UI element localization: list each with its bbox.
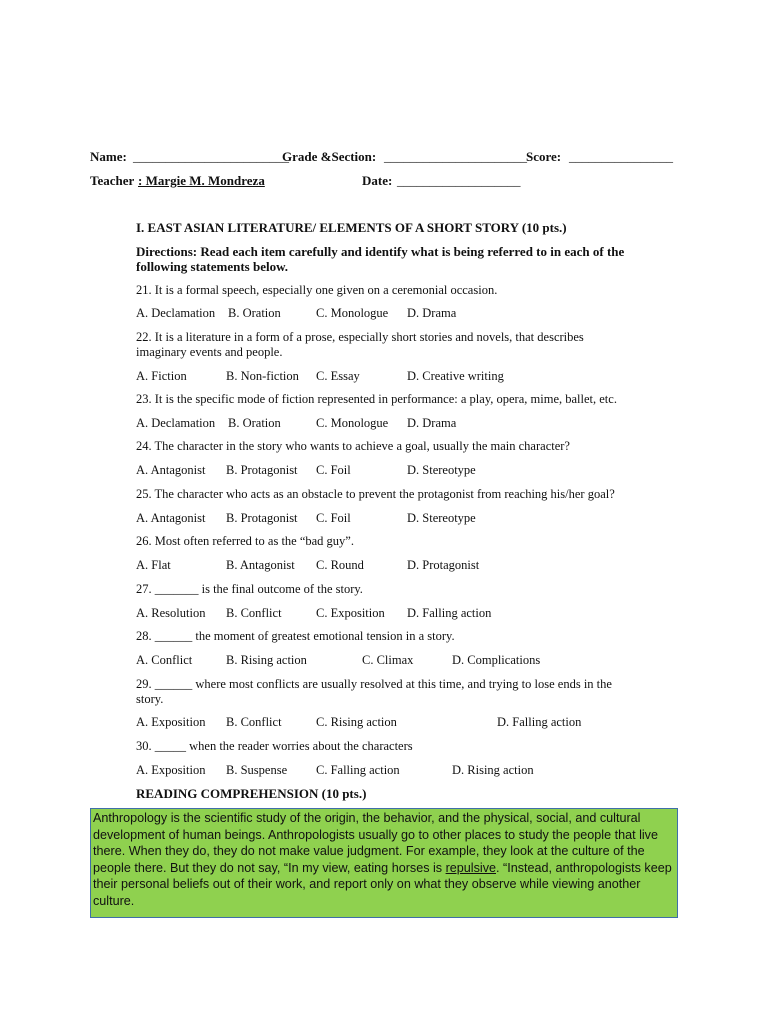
option-28-b[interactable]: B. Rising action [226, 653, 307, 667]
passage-text: Anthropology is the scientific study of the origin, the behavior, and the physical, social, and cultural development of human beings. Anthropologists usually go to other places to study the people that live there. When they do, they do not make value judgment. For example, they look at the culture of the people there. But they do not say, “In my view, eating horses is [93, 811, 658, 875]
option-29-b[interactable]: B. Conflict [226, 715, 282, 729]
section-title: I. EAST ASIAN LITERATURE/ ELEMENTS OF A SHORT STORY (10 pts.) [136, 220, 567, 235]
option-29-c[interactable]: C. Rising action [316, 715, 397, 729]
option-29-a[interactable]: A. Exposition [136, 715, 206, 729]
question-26: 26. Most often referred to as the “bad guy”. [136, 534, 354, 548]
question-23: 23. It is the specific mode of fiction represented in performance: a play, opera, mime, ballet, etc. [136, 392, 617, 406]
option-21-b[interactable]: B. Oration [228, 306, 281, 320]
grade-section-label: Grade &Section: [282, 149, 377, 164]
question-29-cont: story. [136, 692, 164, 706]
teacher-label: Teacher [90, 173, 135, 188]
option-26-b[interactable]: B. Antagonist [226, 558, 295, 572]
option-25-d[interactable]: D. Stereotype [407, 511, 476, 525]
name-line[interactable]: ________________________ [133, 149, 289, 164]
option-27-a[interactable]: A. Resolution [136, 606, 206, 620]
option-24-b[interactable]: B. Protagonist [226, 463, 298, 477]
option-27-b[interactable]: B. Conflict [226, 606, 282, 620]
option-26-c[interactable]: C. Round [316, 558, 364, 572]
option-30-a[interactable]: A. Exposition [136, 763, 206, 777]
option-25-c[interactable]: C. Foil [316, 511, 351, 525]
passage-text-end: . “Instead, anthropologists keep their personal beliefs out of their work, and report only on what they observe while viewing another culture. [93, 860, 672, 908]
question-21: 21. It is a formal speech, especially one given on a ceremonial occasion. [136, 283, 498, 297]
option-27-c[interactable]: C. Exposition [316, 606, 385, 620]
question-27: 27. _______ is the final outcome of the story. [136, 582, 363, 596]
option-23-c[interactable]: C. Monologue [316, 416, 389, 430]
option-25-b[interactable]: B. Protagonist [226, 511, 298, 525]
option-28-a[interactable]: A. Conflict [136, 653, 193, 667]
option-24-d[interactable]: D. Stereotype [407, 463, 476, 477]
option-22-d[interactable]: D. Creative writing [407, 369, 504, 383]
option-29-d[interactable]: D. Falling action [497, 715, 582, 729]
directions-line-1: Directions: Read each item carefully and identify what is being referred to in each of the [136, 244, 625, 259]
option-25-a[interactable]: A. Antagonist [136, 511, 206, 525]
question-22: 22. It is a literature in a form of a prose, especially short stories and novels, that describes [136, 330, 584, 344]
option-26-d[interactable]: D. Protagonist [407, 558, 480, 572]
option-23-d[interactable]: D. Drama [407, 416, 457, 430]
reading-passage [90, 808, 678, 918]
option-21-a[interactable]: A. Declamation [136, 306, 216, 320]
grade-section-line[interactable]: ______________________ [384, 149, 527, 164]
passage-underlined-word: repulsive [445, 860, 496, 875]
option-21-d[interactable]: D. Drama [407, 306, 457, 320]
score-line[interactable]: ________________ [569, 149, 673, 164]
question-29: 29. ______ where most conflicts are usually resolved at this time, and trying to lose ends in the [136, 677, 612, 691]
score-label: Score: [526, 149, 562, 164]
option-22-a[interactable]: A. Fiction [136, 369, 187, 383]
option-24-c[interactable]: C. Foil [316, 463, 351, 477]
directions-line-2: following statements below. [136, 259, 289, 274]
question-25: 25. The character who acts as an obstacle to prevent the protagonist from reaching his/her goal? [136, 487, 615, 501]
option-30-c[interactable]: C. Falling action [316, 763, 400, 777]
question-28: 28. ______ the moment of greatest emotional tension in a story. [136, 629, 455, 643]
teacher-name: : Margie M. Mondreza [138, 173, 265, 188]
option-30-d[interactable]: D. Rising action [452, 763, 534, 777]
option-30-b[interactable]: B. Suspense [226, 763, 288, 777]
option-22-b[interactable]: B. Non-fiction [226, 369, 299, 383]
date-label: Date: [362, 173, 393, 188]
option-24-a[interactable]: A. Antagonist [136, 463, 206, 477]
option-23-a[interactable]: A. Declamation [136, 416, 216, 430]
option-21-c[interactable]: C. Monologue [316, 306, 389, 320]
option-26-a[interactable]: A. Flat [136, 558, 171, 572]
question-24: 24. The character in the story who wants to achieve a goal, usually the main character? [136, 439, 570, 453]
option-23-b[interactable]: B. Oration [228, 416, 281, 430]
question-22-cont: imaginary events and people. [136, 345, 283, 359]
option-27-d[interactable]: D. Falling action [407, 606, 492, 620]
option-28-d[interactable]: D. Complications [452, 653, 541, 667]
question-30: 30. _____ when the reader worries about the characters [136, 739, 413, 753]
date-line[interactable]: ___________________ [397, 173, 521, 188]
name-label: Name: [90, 149, 127, 164]
reading-title: READING COMPREHENSION (10 pts.) [136, 786, 367, 801]
option-22-c[interactable]: C. Essay [316, 369, 360, 383]
option-28-c[interactable]: C. Climax [362, 653, 414, 667]
